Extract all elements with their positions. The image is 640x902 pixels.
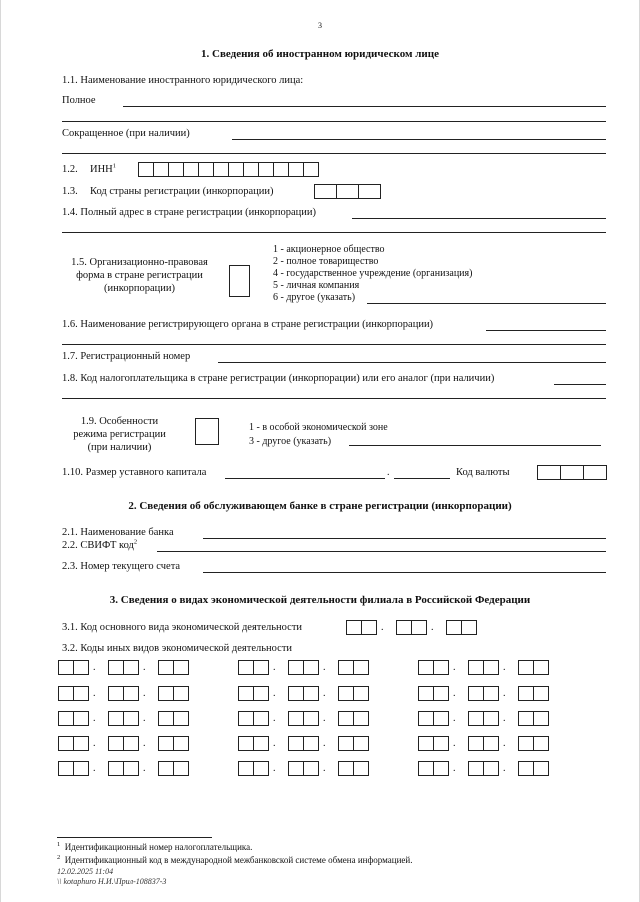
other-activity-code-sep: . (453, 662, 456, 673)
other-activity-code-sep: . (503, 713, 506, 724)
item-1-5-line-2: форма в стране регистрации (76, 270, 203, 281)
other-activity-code-sep: . (93, 688, 96, 699)
other-activity-code-cells[interactable] (288, 711, 319, 726)
other-activity-code-cells[interactable] (468, 660, 499, 675)
item-1-4-label: 1.4. Полный адрес в стране регистрации (инкорпорации) (62, 207, 317, 218)
item-1-3-number: 1.3. (62, 186, 78, 197)
country-code-label: Код страны регистрации (инкорпорации) (90, 186, 274, 197)
other-activity-code-cells[interactable] (238, 711, 269, 726)
other-activity-code-cells[interactable] (158, 660, 189, 675)
capital-amount-field[interactable] (225, 478, 385, 479)
item-1-9-label (62, 415, 177, 454)
bank-name-field[interactable] (203, 538, 606, 539)
other-activity-code-cells[interactable] (338, 686, 369, 701)
other-activity-code-sep: . (323, 688, 326, 699)
footnote-separator (57, 837, 212, 838)
other-activity-code-sep: . (93, 713, 96, 724)
legal-form-code-box[interactable] (229, 265, 250, 297)
other-activity-code-sep: . (323, 713, 326, 724)
registration-number-field[interactable] (218, 362, 606, 363)
other-activity-code-cells[interactable] (288, 686, 319, 701)
address-field[interactable] (352, 218, 606, 219)
swift-footnote-mark: 2 (133, 538, 138, 546)
item-1-5-label (62, 256, 217, 295)
other-activity-code-sep: . (323, 662, 326, 673)
legal-form-option-1: 1 - акционерное общество (273, 244, 385, 255)
item-1-6-label: 1.6. Наименование регистрирующего органа в стране регистрации (инкорпорации) (62, 319, 434, 330)
regime-option-1: 1 - в особой экономической зоне (249, 422, 388, 433)
other-activity-code-cells[interactable] (418, 711, 449, 726)
inn-footnote-mark: 1 (112, 162, 116, 170)
other-activity-code-cells[interactable] (158, 686, 189, 701)
print-date-stamp: 12.02.2025 11:04 (57, 867, 114, 876)
other-activity-code-sep: . (143, 688, 146, 699)
other-activity-code-cells[interactable] (58, 761, 89, 776)
inn-label: ИНН (90, 164, 113, 175)
registering-authority-field-line2[interactable] (62, 344, 606, 345)
other-activity-code-cells[interactable] (468, 736, 499, 751)
capital-fraction-field[interactable] (394, 478, 450, 479)
other-activity-code-sep: . (503, 662, 506, 673)
swift-label: 2.2. СВИФТ код (62, 540, 134, 551)
other-activity-code-sep: . (143, 763, 146, 774)
taxpayer-code-field-line2[interactable] (62, 398, 606, 399)
other-activity-code-sep: . (143, 662, 146, 673)
address-field-line2[interactable] (62, 232, 606, 233)
footnote-1 (57, 842, 252, 852)
item-1-9-line-1: 1.9. Особенности (80, 416, 159, 427)
other-activity-code-cells[interactable] (468, 686, 499, 701)
other-activity-code-cells[interactable] (58, 736, 89, 751)
other-activity-code-sep: . (273, 738, 276, 749)
main-activity-sep-1: . (381, 622, 384, 633)
item-1-7-label: 1.7. Регистрационный номер (62, 351, 191, 362)
currency-code-cells[interactable] (537, 465, 607, 480)
other-activity-code-cells[interactable] (338, 711, 369, 726)
item-3-1-label: 3.1. Код основного вида экономической деятельности (62, 622, 303, 633)
other-activity-code-sep: . (503, 688, 506, 699)
legal-form-option-6: 6 - другое (указать) (273, 292, 356, 303)
short-name-field[interactable] (232, 139, 606, 140)
main-activity-code-group-2[interactable] (396, 620, 427, 635)
other-activity-code-sep: . (273, 662, 276, 673)
footnote-1-text: Идентификационный номер налогоплательщика. (64, 842, 253, 852)
other-activity-code-sep: . (273, 688, 276, 699)
other-activity-code-sep: . (143, 738, 146, 749)
other-activity-code-cells[interactable] (238, 761, 269, 776)
other-activity-code-cells[interactable] (58, 660, 89, 675)
other-activity-code-cells[interactable] (238, 660, 269, 675)
legal-form-option-4: 4 - государственное учреждение (организация) (273, 268, 473, 279)
other-activity-code-cells[interactable] (158, 711, 189, 726)
other-activity-code-sep: . (93, 763, 96, 774)
regime-option-3: 3 - другое (указать) (249, 436, 332, 447)
footnote-1-mark: 1 (57, 841, 61, 848)
other-activity-code-cells[interactable] (418, 736, 449, 751)
other-activity-code-sep: . (503, 763, 506, 774)
footnote-2-mark: 2 (57, 854, 61, 861)
other-activity-code-cells[interactable] (518, 761, 549, 776)
item-1-2-number: 1.2. (62, 164, 78, 175)
other-activity-code-cells[interactable] (468, 761, 499, 776)
footnote-2-text: Идентификационный код в международной межбанковской системе обмена информацией. (64, 855, 413, 865)
other-activity-code-sep: . (273, 713, 276, 724)
other-activity-code-cells[interactable] (58, 711, 89, 726)
other-activity-code-cells[interactable] (338, 660, 369, 675)
other-activity-code-cells[interactable] (108, 660, 139, 675)
other-activity-code-sep: . (273, 763, 276, 774)
item-3-2-label: 3.2. Коды иных видов экономической деятельности (62, 643, 293, 654)
other-activity-code-cells[interactable] (58, 686, 89, 701)
other-activity-code-sep: . (453, 738, 456, 749)
other-activity-code-cells[interactable] (338, 736, 369, 751)
short-name-label: Сокращенное (при наличии) (62, 128, 190, 139)
other-activity-code-sep: . (143, 713, 146, 724)
swift-code-field[interactable] (157, 551, 606, 552)
other-activity-code-sep: . (503, 738, 506, 749)
other-activity-code-cells[interactable] (518, 711, 549, 726)
other-activity-code-cells[interactable] (108, 761, 139, 776)
country-code-cells[interactable] (314, 184, 381, 199)
other-activity-code-cells[interactable] (238, 736, 269, 751)
item-1-10-label: 1.10. Размер уставного капитала (62, 467, 207, 478)
short-name-field-line2[interactable] (62, 153, 606, 154)
other-activity-code-cells[interactable] (338, 761, 369, 776)
inn-input-cells[interactable] (138, 162, 319, 177)
other-activity-code-cells[interactable] (518, 660, 549, 675)
other-activity-code-cells[interactable] (418, 686, 449, 701)
full-name-field-line2[interactable] (62, 121, 606, 122)
footnote-2 (57, 855, 412, 865)
item-2-3-label: 2.3. Номер текущего счета (62, 561, 181, 572)
section-1-title: 1. Сведения об иностранном юридическом лице (201, 48, 439, 60)
item-2-1-label: 2.1. Наименование банка (62, 527, 174, 538)
other-activity-code-sep: . (323, 738, 326, 749)
account-number-field[interactable] (203, 572, 606, 573)
other-activity-code-cells[interactable] (108, 736, 139, 751)
full-name-field[interactable] (123, 106, 606, 107)
other-activity-code-cells[interactable] (288, 736, 319, 751)
regime-other-field[interactable] (349, 445, 601, 446)
other-activity-code-sep: . (453, 763, 456, 774)
taxpayer-code-field[interactable] (554, 384, 606, 385)
other-activity-code-cells[interactable] (238, 686, 269, 701)
other-activity-code-cells[interactable] (518, 686, 549, 701)
currency-code-label: Код валюты (456, 467, 510, 478)
legal-form-option-2: 2 - полное товарищество (273, 256, 379, 267)
capital-separator: . (387, 467, 390, 478)
other-activity-code-sep: . (453, 713, 456, 724)
item-1-1-label: 1.1. Наименование иностранного юридического лица: (62, 75, 304, 86)
swift-label-wrap (62, 540, 137, 552)
other-activity-code-cells[interactable] (158, 736, 189, 751)
main-activity-code-group-1[interactable] (346, 620, 377, 635)
legal-form-options (273, 244, 472, 304)
other-activity-code-sep: . (93, 738, 96, 749)
main-activity-sep-2: . (431, 622, 434, 633)
scan-edge-left (0, 0, 1, 902)
other-activity-code-cells[interactable] (108, 686, 139, 701)
other-activity-code-sep: . (453, 688, 456, 699)
section-2-title: 2. Сведения об обслуживающем банке в стране регистрации (инкорпорации) (128, 500, 512, 512)
other-activity-code-cells[interactable] (418, 660, 449, 675)
main-activity-code-group-3[interactable] (446, 620, 477, 635)
legal-form-other-field[interactable] (367, 303, 606, 304)
full-name-label: Полное (62, 95, 96, 106)
registration-regime-code-box[interactable] (195, 418, 219, 445)
inn-label-wrap (90, 164, 116, 176)
print-ref-stamp: \\ kotaphuro Н.И.\Прил-108837-3 (57, 877, 167, 886)
other-activity-code-sep: . (93, 662, 96, 673)
item-1-8-label: 1.8. Код налогоплательщика в стране регистрации (инкорпорации) или его аналог (при наличии) (62, 373, 495, 384)
other-activity-code-cells[interactable] (288, 660, 319, 675)
item-1-5-line-1: 1.5. Организационно-правовая (71, 257, 208, 268)
other-activity-code-cells[interactable] (468, 711, 499, 726)
other-activity-code-cells[interactable] (288, 761, 319, 776)
item-1-9-line-2: режима регистрации (73, 429, 166, 440)
other-activity-code-sep: . (323, 763, 326, 774)
other-activity-code-cells[interactable] (418, 761, 449, 776)
other-activity-code-cells[interactable] (108, 711, 139, 726)
item-1-5-line-3: (инкорпорации) (104, 283, 175, 294)
registering-authority-field[interactable] (486, 330, 606, 331)
page-number: 3 (318, 21, 322, 30)
legal-form-option-5: 5 - личная компания (273, 280, 360, 291)
section-3-title: 3. Сведения о видах экономической деятельности филиала в Российской Федерации (109, 594, 531, 606)
item-1-9-line-3: (при наличии) (87, 442, 152, 453)
other-activity-code-cells[interactable] (518, 736, 549, 751)
other-activity-code-cells[interactable] (158, 761, 189, 776)
